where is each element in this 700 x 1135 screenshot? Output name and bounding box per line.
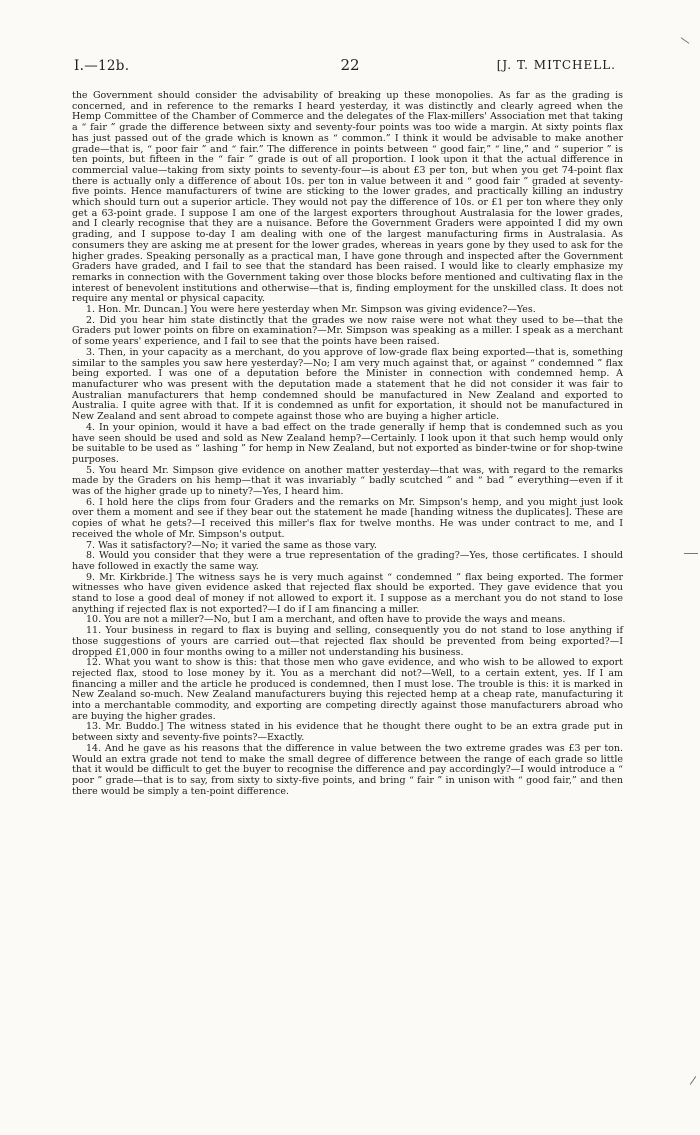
opening-paragraph: the Government should consider the advisability of breaking up these monopolies. As far as the grading is concerned, and in reference to the remarks I heard yesterday, it was distinctly and clearly agreed when the Hemp Committee of the Chamber of Commerce and the delegates of the Flax-millers' Association met that taking a “ fair ” grade the difference between sixty and seventy-four points was too wide a margin. At sixty points flax has just passed out of the grade which is known as “ common.” I think it would be advisable to make another grade—that is, “ poor fair ” and “ fair.” The difference in points between “ good fair,” “ line,” and “ superior ” is ten points, but fifteen in the “ fair ” grade is out of all proportion. I look upon it that the actual difference in commercial value—taking from sixty points to seventy-four—is about £3 per ton, but when you get 74-point flax there is actually only a difference of about 10s. per ton in value between it and “ good fair ” graded at seventy-five points. Hence manufacturers of twine are sticking to the lower grades, and practically killing an industry which should turn out a superior article. They would not pay the difference of 10s. or £1 per ton where they only get a 63-point grade. I suppose I am one of the largest exporters throughout Australasia for the lower grades, and I clearly recognise that they are a nuisance. Before the Government Graders were appointed I did my own grading, and I suppose to-day I am dealing with one of the largest manufacturing firms in Australasia. As consumers they are asking me at present for the lower grades, whereas in years gone by they used to ask for the higher grades. Speaking personally as a practical man, I have gone through and inspected after the Government Graders have graded, and I fail to see that the standard has been raised. I would like to clearly emphasize my remarks in connection with the Government taking over those blocks before mentioned and cultivating flax in the interest of benevolent institutions and otherwise—that is, finding employment for the unskilled class. It does not require any mental or physical capacity. (72, 90, 623, 305)
question-4: 4. In your opinion, would it have a bad effect on the trade generally if hemp that is condemned such as you have seen should be used and sold as New Zealand hemp?—Certainly. I look upon it that such hemp would only be suitable to be used as “ lashing ” for hemp in New Zealand, but not exported as binder-twine or for shop-twine purposes. (72, 421, 623, 465)
question-10: 10. You are not a miller?—No, but I am a merchant, and often have to provide the ways and means. (86, 614, 566, 626)
question-13: 13. Mr. Buddo.] The witness stated in his evidence that he thought there ought to be an extra grade put in between sixty and seventy-five points?—Exactly. (72, 721, 623, 744)
question-3: 3. Then, in your capacity as a merchant, do you approve of low-grade flax being exported—that is, something similar to the samples you saw here yesterday?—No; I am very much against that, or against “ condemned ” flax being exported. I was one of a deputation before the Minister in connection with condemned hemp. A manufacturer who was present with the deputation made a statement that he did not consider it was fair to Australian manufacturers that hemp condemned should be manufactured in New Zealand and exported to Australia. I quite agree with that. If it is condemned as unfit for exportation, it should not be manufactured in New Zealand and sent abroad to compete against those who are buying a higher article. (72, 346, 623, 423)
question-7: 7. Was it satisfactory?—No; it varied the same as those vary. (86, 539, 377, 551)
margin-mark (681, 37, 690, 44)
question-8: 8. Would you consider that they were a true representation of the grading?—Yes, those certificates. I should have followed in exactly the same way. (72, 550, 623, 572)
page-number: 22 (340, 56, 360, 74)
question-12: 12. What you want to show is this: that those men who gave evidence, and who wish to be allowed to export rejected flax, stood to lose money by it. You as a merchant did not?—Well, to a certain extent, yes. If I am financing a miller and the article he produced is condemned, then I must lose. The trouble is this: it is marked in New Zealand so-much. New Zealand manufacturers buying this rejected hemp at a cheap rate, manufacturing it into a merchantable commodity, and exporting are competing directly against those manufacturers abroad who are buying the higher grades. (72, 657, 623, 722)
question-11: 11. Your business in regard to flax is buying and selling, consequently you do not stand to lose anything if those suggestions of yours are carried out—that rejected flax should be prevented from being exported?—I dropped £1,000 in four months owing to a miller not understanding his business. (72, 625, 623, 658)
witness-name: [J. T. MITCHELL. (496, 58, 616, 72)
evidence-text (72, 91, 623, 797)
question-9: 9. Mr. Kirkbride.] The witness says he is very much against “ condemned ” flax being exported. The former witnesses who have given evidence asked that rejected flax should be exported. They gave evidence that you stand to lose a good deal of money if not allowed to export it. I suppose as a merchant you do not stand to lose anything if rejected flax is not exported?—I do if I am financing a miller. (72, 571, 623, 615)
margin-mark (690, 1076, 697, 1085)
document-reference: I.—12b. (74, 58, 130, 74)
margin-mark (684, 553, 698, 554)
question-6: 6. I hold here the clips from four Graders and the remarks on Mr. Simpson's hemp, and you might just look over them a moment and see if they bear out the statement he made [handing witness the duplicates]. These are copies of what he gets?—I received this miller's flax for twelve months. He was under contract to me, and I received the whole of Mr. Simpson's output. (72, 496, 623, 540)
question-2: 2. Did you hear him state distinctly that the grades we now raise were not what they used to be—that the Graders put lower points on fibre on examination?—Mr. Simpson was speaking as a miller. I speak as a merchant of some years' experience, and I fail to see that the points have been raised. (72, 314, 623, 348)
question-5: 5. You heard Mr. Simpson give evidence on another matter yesterday—that was, with regard to the remarks made by the Graders on his hemp—that it was invariably “ badly scutched ” and “ bad ” everything—even if it was of the higher grade up to ninety?—Yes, I heard him. (72, 464, 623, 498)
page-header (0, 58, 700, 78)
question-1: 1. Hon. Mr. Duncan.] You were here yesterday when Mr. Simpson was giving evidence?—Yes. (86, 304, 536, 316)
question-14: 14. And he gave as his reasons that the difference in value between the two extreme grades was £3 per ton. Would an extra grade not tend to make the small degree of difference between the range of each grade so little that it would be difficult to get the buyer to recognise the difference and pay accordingly?—I would introduce a “ poor ” grade—that is to say, from sixty to sixty-five points, and bring “ fair ” in unison with “ good fair,” and then there would be simply a ten-point difference. (72, 742, 623, 797)
